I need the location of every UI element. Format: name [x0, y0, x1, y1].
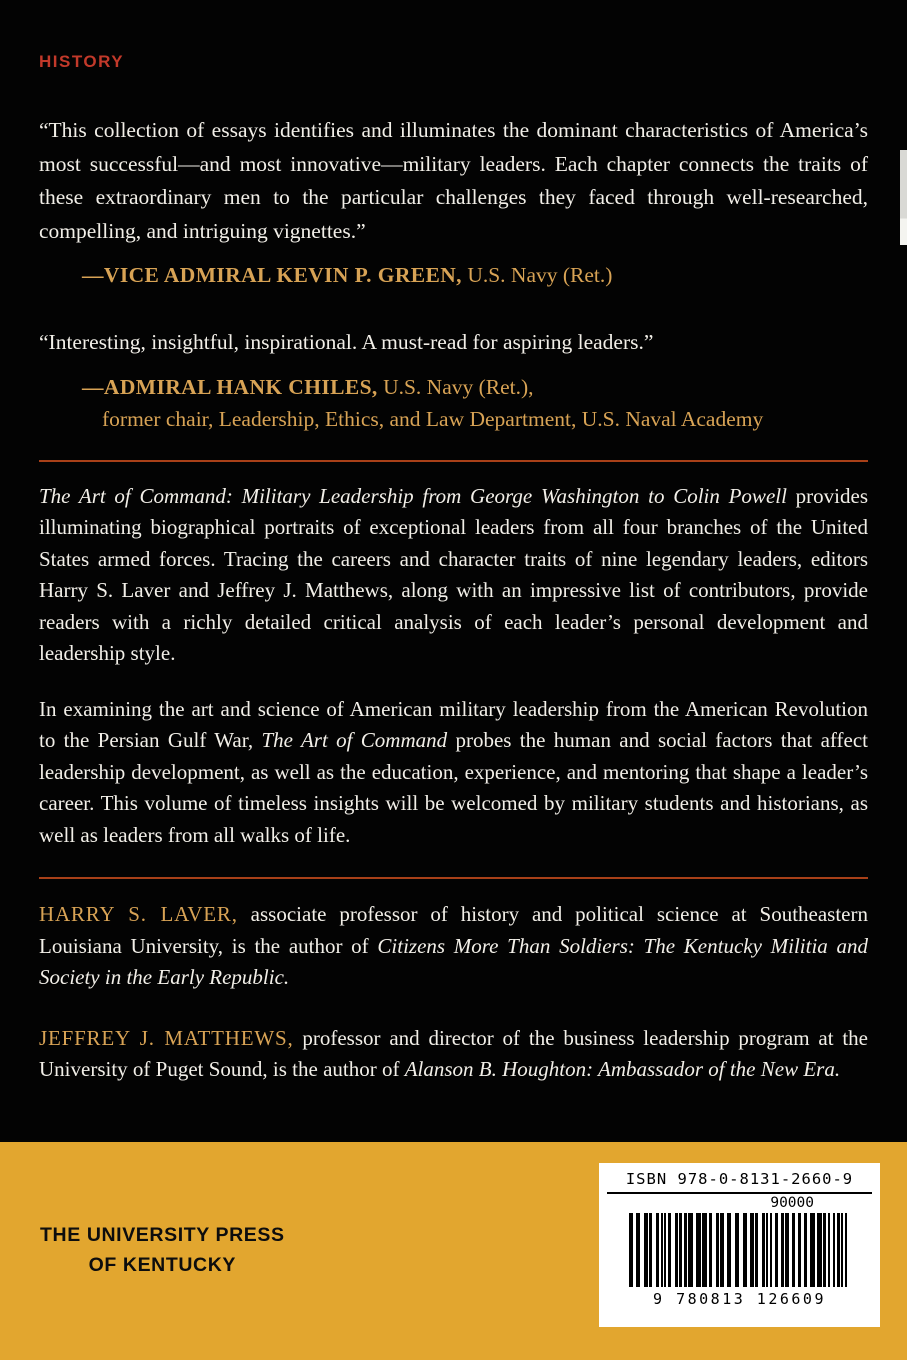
publisher-name-line2: OF KENTUCKY: [88, 1254, 237, 1276]
author-bio-laver: HARRY S. LAVER, associate professor of history and political science at Southeastern Louisiana University, is the author of Citizens More Than Soldiers: The Kentucky Militia and Society in the Early Republic.: [39, 902, 869, 989]
barcode-panel: [599, 1163, 880, 1327]
review-quote-1: “This collection of essays identifies and illuminates the dominant characteristics of America’s most successful—and most innovative—military leaders. Each chapter connects the traits of these extraordinary men to the particular challenges they faced through well-researched, compelling, and intriguing vignettes.”: [39, 118, 868, 243]
publisher-band: [0, 1142, 907, 1360]
isbn-text: ISBN 978-0-8131-2660-9: [625, 1170, 854, 1188]
price-code: 90000: [770, 1195, 814, 1211]
description-paragraph-1: The Art of Command: Military Leadership from George Washington to Colin Powell provides illuminating biographical portraits of exceptional leaders from all four branches of the United States armed forces. Tracing the careers and character traits of nine legendary leaders, editors Harry S. Laver and Jeffrey J. Matthews, along with an impressive list of contributors, provide readers with a richly detailed critical analysis of each leader’s personal development and leadership style.: [39, 483, 868, 665]
divider-rule-top: [39, 460, 868, 462]
isbn-divider-line: [607, 1192, 872, 1194]
barcode-number: 9 780813 126609: [653, 1290, 826, 1308]
publisher-name: [40, 1220, 285, 1280]
review-quote-2-attribution: —ADMIRAL HANK CHILES, U.S. Navy (Ret.),: [82, 374, 534, 399]
divider-rule-bottom: [39, 877, 868, 879]
review-quote-2: “Interesting, insightful, inspirational. A must-read for aspiring leaders.”: [39, 330, 654, 354]
category-label: HISTORY: [39, 52, 125, 71]
description-paragraph-2: In examining the art and science of American military leadership from the American Revolution to the Persian Gulf War, The Art of Command probes the human and social factors that affect leadership development, as well as the education, experience, and mentoring that shape a leader’s career. This volume of timeless insights will be welcomed by military students and historians, as well as leaders from all walks of life.: [39, 696, 868, 847]
publisher-name-line1: THE UNIVERSITY PRESS: [40, 1224, 285, 1246]
review-quote-1-attribution: —VICE ADMIRAL KEVIN P. GREEN, U.S. Navy (Ret.): [82, 263, 613, 287]
scan-edge-artifact: [900, 150, 907, 245]
back-cover-text-block: [0, 52, 907, 1086]
barcode-bars: [607, 1213, 872, 1287]
review-quote-2-attribution-line2: former chair, Leadership, Ethics, and Law Department, U.S. Naval Academy: [102, 406, 764, 431]
author-bio-matthews: JEFFREY J. MATTHEWS, professor and director of the business leadership program at the University of Puget Sound, is the author of Alanson B. Houghton: Ambassador of the New Era.: [39, 1025, 868, 1081]
